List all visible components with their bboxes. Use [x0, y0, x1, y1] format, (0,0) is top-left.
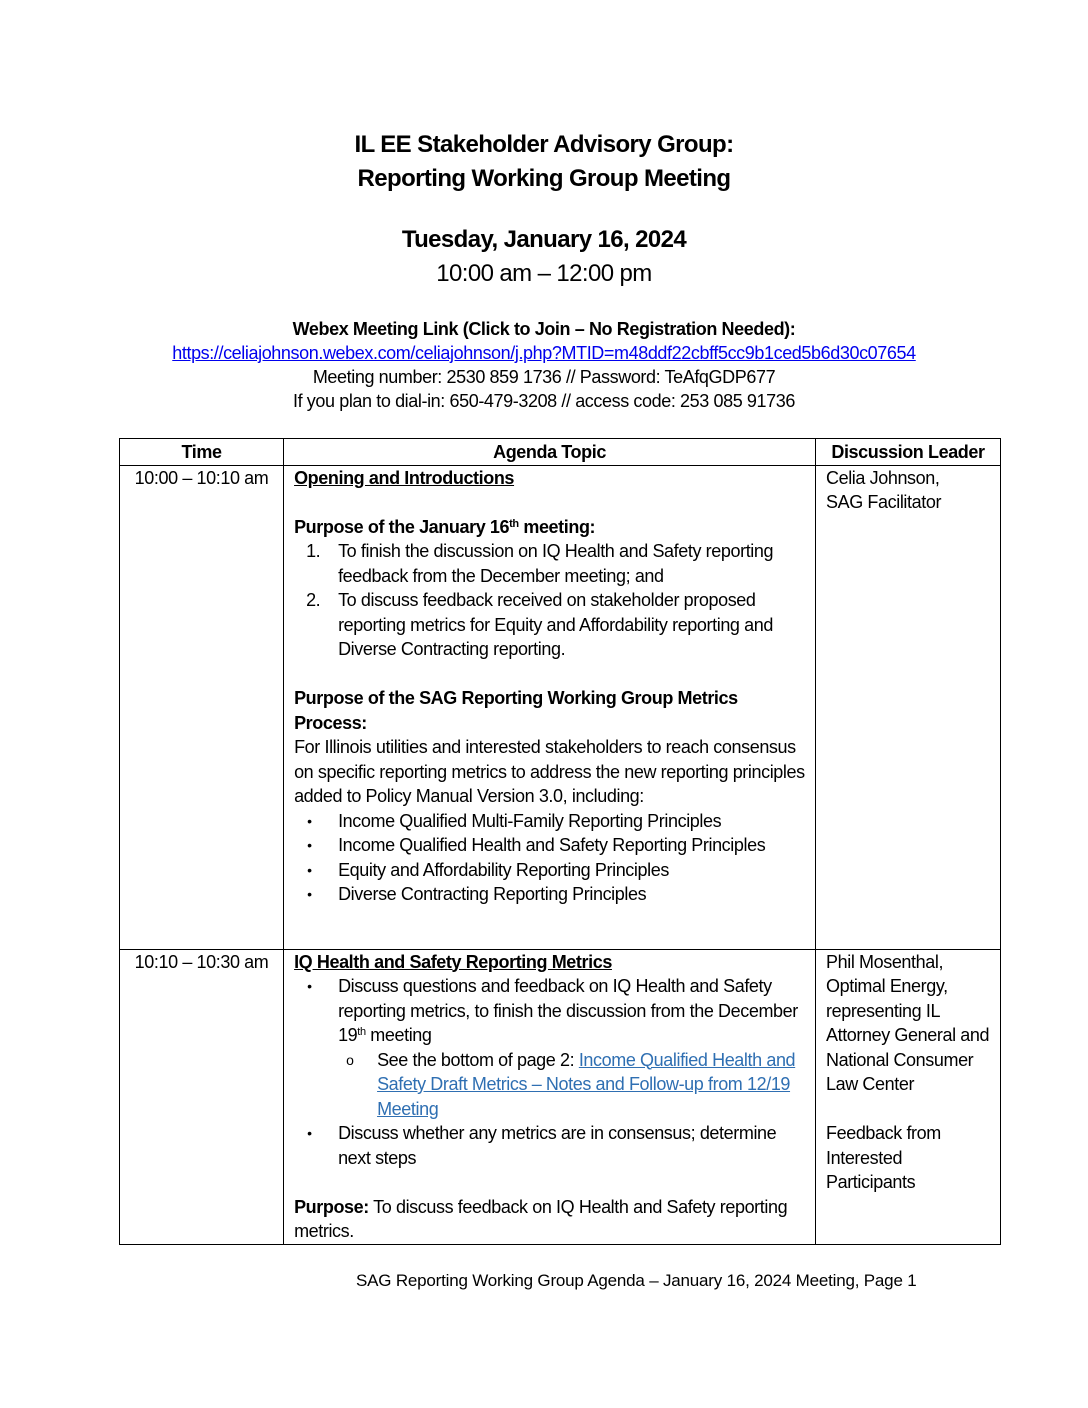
- list-item: • Diverse Contracting Reporting Principles: [294, 882, 805, 907]
- header-time: Time: [120, 439, 284, 466]
- table-row: [120, 465, 1001, 949]
- title-line-1: IL EE Stakeholder Advisory Group:: [354, 131, 734, 158]
- header-discussion-leader: Discussion Leader: [816, 439, 1001, 466]
- list-item: • Discuss questions and feedback on IQ Health and Safety reporting metrics, to finish the discussion from the December 19th meeting: [294, 974, 805, 1048]
- row1-process-text: For Illinois utilities and interested stakeholders to reach consensus on specific reporting metrics to address the new reporting principles added to Policy Manual Version 3.0, including:: [294, 737, 805, 806]
- row2-leader-feedback: Feedback from Interested Participants: [826, 1123, 941, 1192]
- row2-bullets-2: [294, 1121, 805, 1170]
- row1-leader-name: Celia Johnson,: [826, 467, 940, 488]
- agenda-table: [119, 438, 1001, 1245]
- meeting-time: 10:00 am – 12:00 pm: [436, 260, 652, 287]
- row1-process-heading: Purpose of the SAG Reporting Working Group Metrics Process:: [294, 688, 738, 733]
- dial-in-info: If you plan to dial-in: 650-479-3208 // access code: 253 085 91736: [293, 391, 795, 411]
- list-item: 1. To finish the discussion on IQ Health and Safety reporting feedback from the December meeting; and: [306, 541, 774, 586]
- webex-link[interactable]: https://celiajohnson.webex.com/celiajohnson/j.php?MTID=m48ddf22cbff5cc9b1ced5b6d30c07654: [172, 343, 916, 363]
- page-footer: SAG Reporting Working Group Agenda – January 16, 2024 Meeting, Page 1: [356, 1271, 917, 1290]
- meeting-date: Tuesday, January 16, 2024: [401, 226, 687, 253]
- row1-topic-title: Opening and Introductions: [294, 467, 515, 488]
- webex-section: [0, 317, 1088, 413]
- row1-leader: [816, 465, 1001, 949]
- row2-topic: [284, 949, 816, 1244]
- header-agenda-topic: Agenda Topic: [284, 439, 816, 466]
- row1-topic: [284, 465, 816, 949]
- document-title: [0, 128, 1088, 196]
- list-item: • Income Qualified Multi-Family Reporting Principles: [294, 809, 805, 834]
- table-header-row: [120, 439, 1001, 466]
- list-item: • Income Qualified Health and Safety Reporting Principles: [294, 833, 805, 858]
- list-item: o See the bottom of page 2: Income Qualified Health and Safety Draft Metrics – Notes and Follow-up from 12/19 Meeting: [294, 1048, 805, 1122]
- iq-health-safety-metrics-link[interactable]: Income Qualified Health and Safety Draft Metrics – Notes and Follow-up from 12/19 Meeting: [377, 1049, 796, 1119]
- row2-leader-name: Phil Mosenthal, Optimal Energy, representing IL Attorney General and National Consumer Law Center: [826, 951, 990, 1094]
- row2-leader: [816, 949, 1001, 1244]
- row1-time: 10:00 – 10:10 am: [120, 465, 284, 949]
- row1-leader-role: SAG Facilitator: [826, 492, 942, 512]
- row1-purpose-heading: Purpose of the January 16th meeting:: [294, 516, 596, 537]
- webex-heading: Webex Meeting Link (Click to Join – No Registration Needed):: [292, 319, 796, 339]
- row1-purpose-list: [294, 539, 805, 662]
- meeting-number: Meeting number: 2530 859 1736 // Password: TeAfqGDP677: [312, 367, 776, 387]
- row2-time: 10:10 – 10:30 am: [120, 949, 284, 1244]
- list-item: 2. To discuss feedback received on stakeholder proposed reporting metrics for Equity and Affordability reporting and Diverse Contracting reporting.: [306, 590, 773, 659]
- list-item: • Equity and Affordability Reporting Principles: [294, 858, 805, 883]
- row2-purpose: Purpose: To discuss feedback on IQ Health and Safety reporting metrics.: [294, 1196, 788, 1241]
- row2-topic-title: IQ Health and Safety Reporting Metrics: [294, 951, 612, 972]
- row2-sub-bullets: [294, 1048, 805, 1122]
- table-row: [120, 949, 1001, 1244]
- row1-principles-list: [294, 809, 805, 907]
- title-line-2: Reporting Working Group Meeting: [357, 165, 731, 192]
- list-item: • Discuss whether any metrics are in consensus; determine next steps: [294, 1121, 805, 1170]
- row2-bullets: [294, 974, 805, 1048]
